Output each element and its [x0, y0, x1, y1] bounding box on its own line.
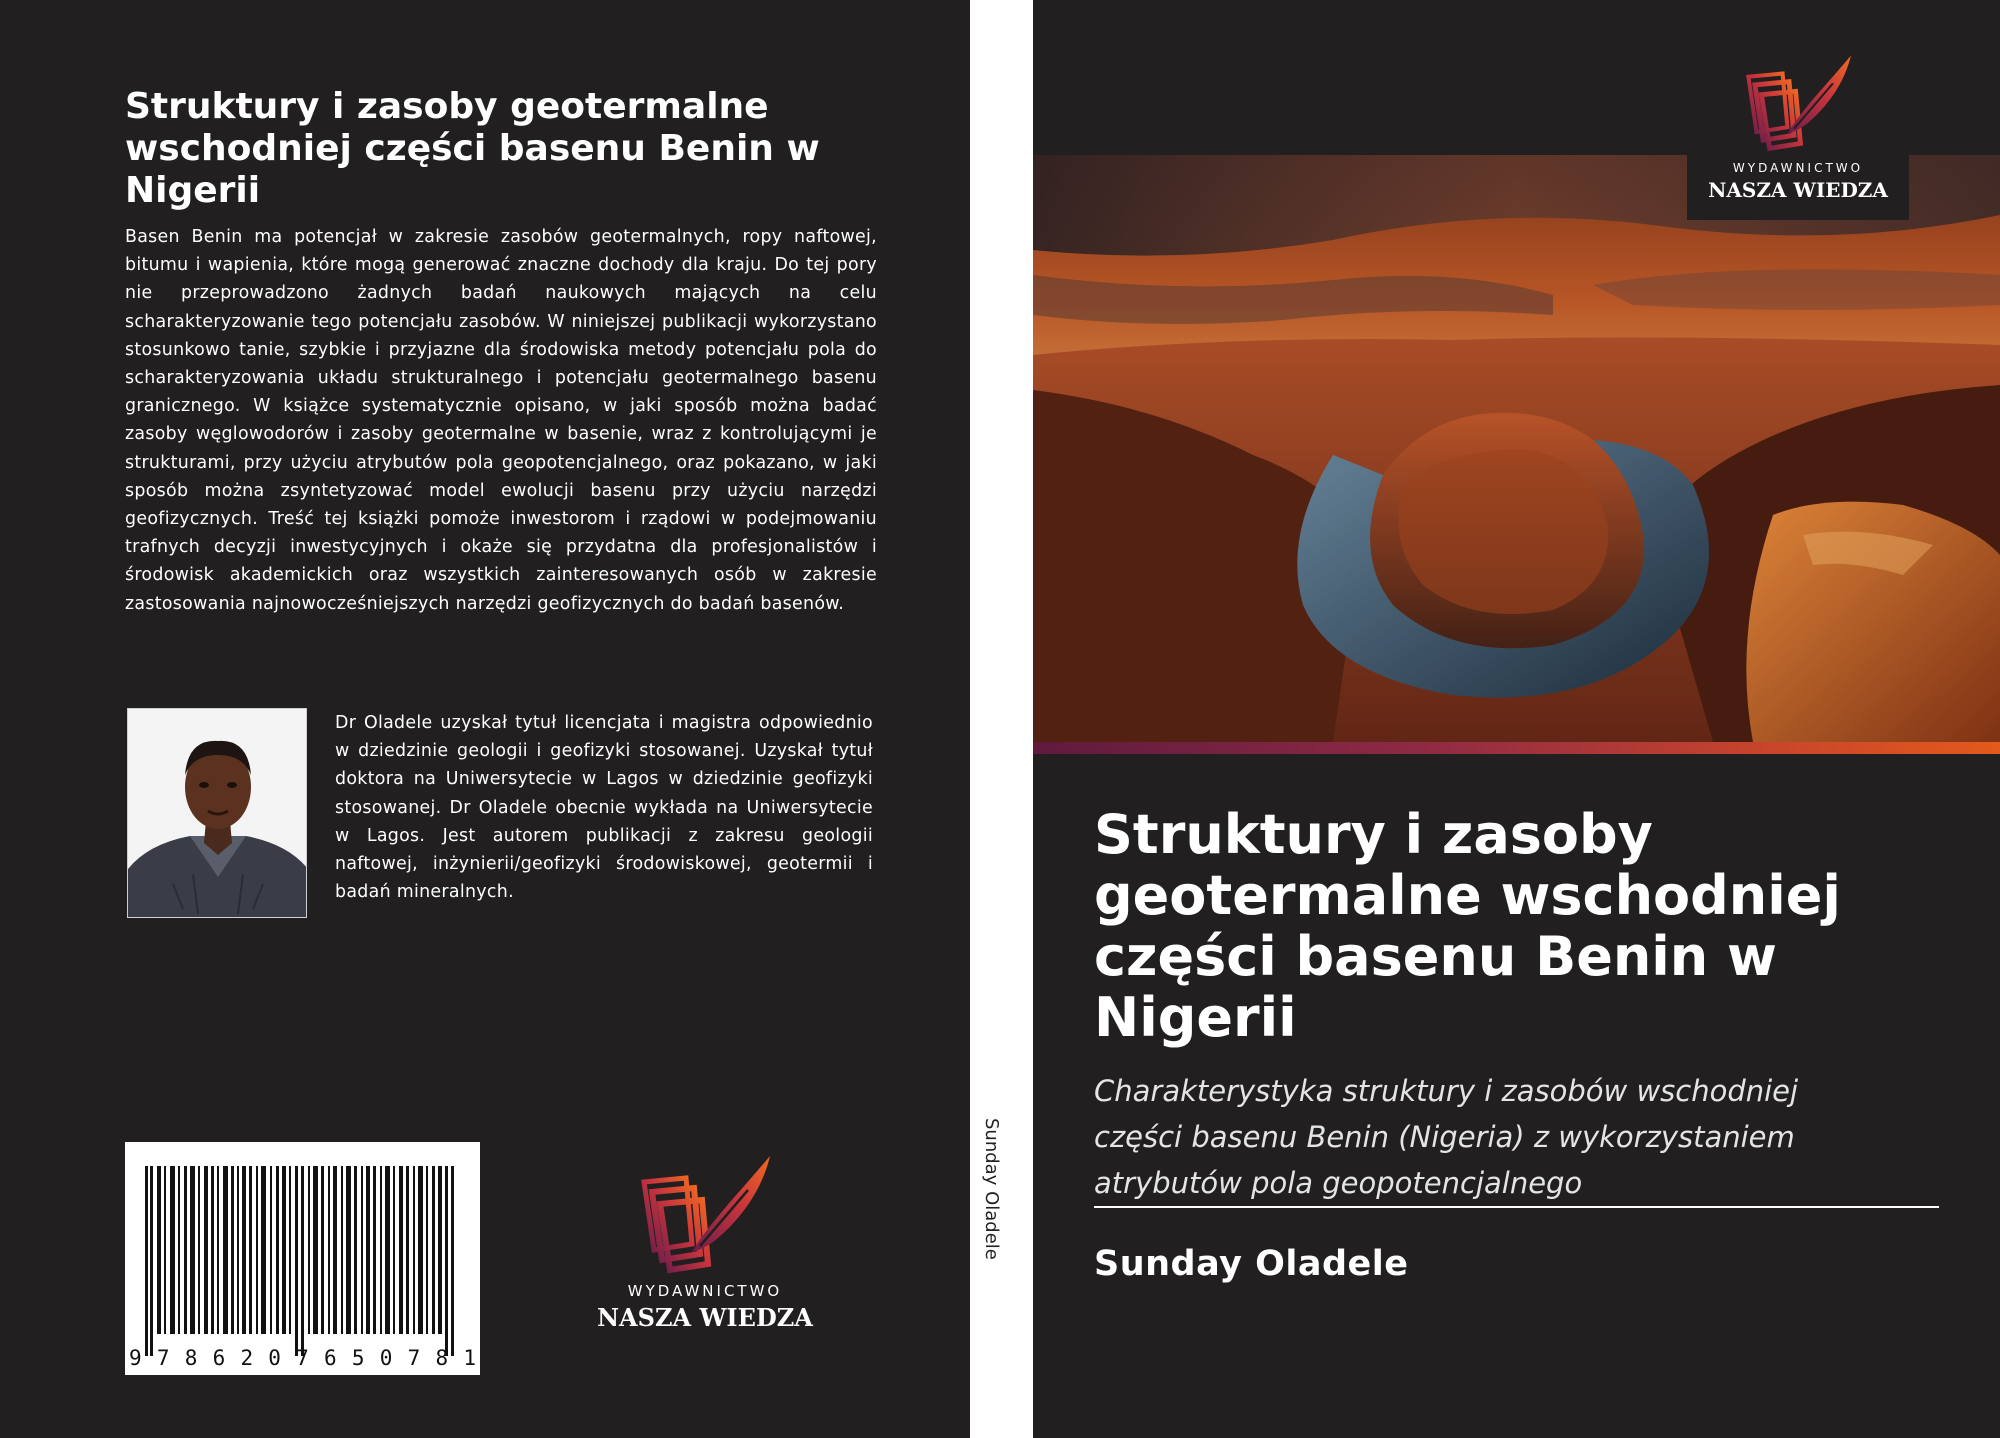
isbn-digit: 1 [463, 1346, 476, 1370]
isbn-digit: 7 [407, 1346, 421, 1370]
isbn-digit: 0 [268, 1346, 281, 1370]
book-quill-icon [630, 1152, 780, 1274]
publisher-name: NASZA WIEDZA [1708, 178, 1888, 202]
book-quill-icon [1737, 52, 1859, 152]
publisher-logo-back [585, 1152, 825, 1332]
publisher-label: WYDAWNICTWO [1732, 161, 1864, 175]
isbn-digit: 2 [240, 1346, 254, 1370]
front-cover [1033, 0, 2000, 1438]
isbn-barcode [125, 1142, 480, 1375]
isbn-digit: 6 [324, 1346, 337, 1370]
publisher-label: WYDAWNICTWO [627, 1282, 783, 1300]
cover-photo-canyon [1033, 155, 2000, 742]
isbn-digit: 8 [184, 1346, 198, 1370]
isbn-digits [129, 1347, 476, 1369]
title-divider [1094, 1206, 1939, 1208]
back-cover-title: Struktury i zasoby geotermalne wschodniej części basenu Benin w Nigerii [125, 86, 820, 211]
back-cover [0, 0, 970, 1438]
isbn-digit: 0 [379, 1346, 393, 1370]
author-bio: Dr Oladele uzyskał tytuł licencjata i magistra odpowiednio w dziedzinie geologii i geofizyki stosowanej. Uzyskał tytuł doktora na Uniwersytecie w Lagos w dziedzinie geofizyki stosowanej. Dr Oladele obecnie wykłada na Uniwersytecie w Lagos. Jest autorem publikacji z zakresu geologii naftowej, inżynierii/geofizyki środowiskowej, geotermii i badań mineralnych. [335, 713, 873, 903]
isbn-digit: 5 [351, 1346, 365, 1370]
front-cover-author: Sunday Oladele [1094, 1244, 1409, 1284]
author-photo [127, 708, 307, 918]
publisher-logo-front [1687, 42, 1909, 220]
book-description: Basen Benin ma potencjał w zakresie zasobów geotermalnych, ropy naftowej, bitumu i wapienia, które mogą generować znaczne dochody dla kraju. Do tej pory nie przeprowadzono żadnych badań naukowych mających na celu scharakteryzowanie tego potencjału zasobów. W niniejszej publikacji wykorzystano stosunkowo tanie, szybkie i przyjazne dla środowiska metody potencjału pola do scharakteryzowania układu strukturalnego i potencjału geotermalnego basenu granicznego. W książce systematycznie opisano, w jaki sposób można badać zasoby węglowodorów i zasoby geotermalne w basenie, wraz z kontrolującymi je strukturami, przy użyciu atrybutów pola geopotencjalnego, oraz pokazano, w jaki sposób można zsyntetyzować model ewolucji basenu przy użyciu narzędzi geofizycznych. Treść tej książki pomoże inwestorom i rządowi w podejmowaniu trafnych decyzji inwestycyjnych i okaże się przydatna dla profesjonalistów i środowisk akademickich oraz wszystkich zainteresowanych osób w zakresie zastosowania najnowocześniejszych narzędzi geofizycznych do badań basenów. [125, 227, 877, 614]
isbn-digit: 8 [435, 1346, 449, 1370]
isbn-digit: 7 [296, 1346, 309, 1370]
front-cover-subtitle: Charakterystyka struktury i zasobów wschodniej części basenu Benin (Nigeria) z wykorzystaniem atrybutów pola geopotencjalnego [1094, 1074, 1799, 1200]
cover-accent-stripe [1033, 742, 2000, 754]
isbn-digit: 7 [156, 1346, 170, 1370]
publisher-name: NASZA WIEDZA [597, 1303, 813, 1332]
isbn-digit: 6 [212, 1346, 226, 1370]
spine-author: Sunday Oladele [981, 1118, 1002, 1260]
front-cover-title: Struktury i zasoby geotermalne wschodniej części basenu Benin w Nigerii [1094, 803, 1841, 1049]
isbn-digit: 9 [129, 1346, 142, 1370]
